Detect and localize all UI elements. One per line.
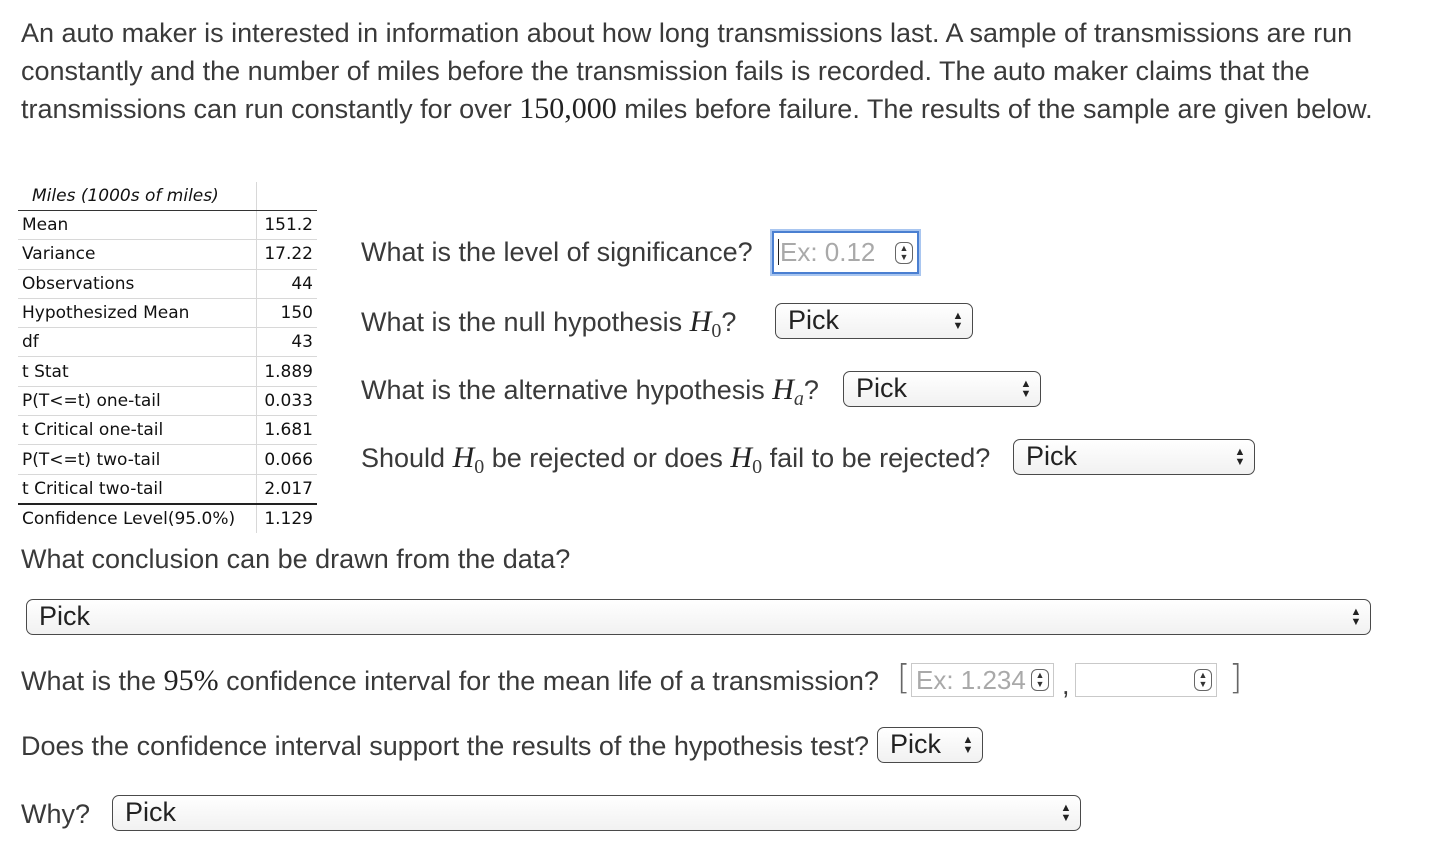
row-label: P(T<=t) one-tail	[18, 386, 257, 415]
table-row	[18, 357, 317, 386]
table-row	[18, 269, 317, 298]
support-question: Does the confidence interval support the results of the hypothesis test?	[21, 731, 869, 761]
table-row	[18, 416, 317, 445]
ci-question	[21, 664, 879, 698]
ci-lower-input[interactable]	[911, 663, 1054, 697]
q-text: ?	[803, 375, 819, 405]
ci-upper-input[interactable]	[1075, 663, 1217, 697]
conclusion-select[interactable]	[26, 599, 1371, 635]
table-row	[18, 211, 317, 240]
intro-text-1: An auto maker is interested in information about how long transmissions last. A sample of transmissions are run constantly and the number of miles before the transmission fails is recorded. The auto maker claims that the transmissions can run constantly for over	[21, 18, 1353, 124]
table-row	[18, 504, 317, 533]
row-value: 43	[257, 328, 318, 357]
open-bracket: [	[897, 658, 911, 698]
row-value: 2.017	[257, 474, 318, 504]
q-text: ?	[721, 307, 737, 337]
row-value: 1.129	[257, 504, 318, 533]
h-symbol: H	[772, 373, 794, 406]
null-hypothesis-select[interactable]	[775, 303, 973, 339]
row-label: Variance	[18, 240, 257, 269]
table-row	[18, 474, 317, 504]
row-value: 1.681	[257, 416, 318, 445]
q-text: What is the null hypothesis	[361, 307, 690, 337]
q-text: confidence interval for the mean life of a transmission?	[218, 666, 879, 696]
row-label: t Critical one-tail	[18, 416, 257, 445]
row-label: Observations	[18, 269, 257, 298]
statistics-table	[18, 182, 317, 533]
spinner-icon[interactable]: ▲ ▼	[895, 242, 913, 264]
h-subscript: 0	[711, 320, 722, 342]
row-value: 17.22	[257, 240, 318, 269]
row-label: Mean	[18, 211, 257, 240]
reject-select[interactable]	[1013, 439, 1255, 475]
select-value: Pick	[125, 797, 177, 827]
conclusion-question: What conclusion can be drawn from the data?	[21, 544, 571, 574]
select-arrows-icon: ▲ ▼	[952, 310, 964, 332]
text-caret	[778, 239, 779, 265]
reject-question	[361, 441, 991, 478]
h-subscript: 0	[474, 456, 485, 478]
table-row	[18, 445, 317, 474]
row-value: 1.889	[257, 357, 318, 386]
miles-value: 150,000	[519, 92, 617, 125]
row-value: 0.033	[257, 386, 318, 415]
select-arrows-icon: ▲ ▼	[962, 734, 974, 756]
ci-lower-placeholder: Ex: 1.234	[916, 665, 1026, 695]
h-symbol: H	[730, 441, 753, 474]
intro-text-2: miles before failure. The results of the sample are given below.	[616, 94, 1373, 124]
problem-statement	[21, 14, 1421, 128]
q-text: fail to be rejected?	[762, 443, 991, 473]
ci-separator: ,	[1062, 670, 1070, 700]
table-header-row	[18, 182, 317, 211]
significance-input[interactable]	[772, 231, 919, 274]
significance-question: What is the level of significance?	[361, 237, 753, 267]
h-symbol: H	[689, 305, 712, 338]
select-arrows-icon: ▲ ▼	[1020, 378, 1032, 400]
select-arrows-icon: ▲ ▼	[1234, 446, 1246, 468]
row-value: 150	[257, 298, 318, 327]
h-subscript: a	[793, 388, 804, 410]
null-hypothesis-question	[361, 305, 737, 342]
spinner-icon[interactable]: ▲ ▼	[1194, 669, 1212, 691]
select-value: Pick	[1026, 441, 1078, 471]
table-header: Miles (1000s of miles)	[18, 182, 257, 211]
spinner-icon[interactable]: ▲ ▼	[1031, 669, 1049, 691]
select-value: Pick	[788, 305, 840, 335]
table-row	[18, 386, 317, 415]
ci-percent: 95%	[163, 664, 219, 697]
q-text: be rejected or does	[484, 443, 731, 473]
select-arrows-icon: ▲ ▼	[1060, 802, 1072, 824]
select-value: Pick	[39, 601, 91, 631]
table-row	[18, 328, 317, 357]
select-value: Pick	[890, 729, 942, 759]
alt-hypothesis-question	[361, 373, 819, 410]
h-symbol: H	[452, 441, 475, 474]
h-subscript: 0	[752, 456, 763, 478]
q-text: What is the	[21, 666, 164, 696]
table-row	[18, 240, 317, 269]
q-text: What is the alternative hypothesis	[361, 375, 773, 405]
alt-hypothesis-select[interactable]	[843, 371, 1041, 407]
row-label: t Critical two-tail	[18, 474, 257, 504]
row-label: Hypothesized Mean	[18, 298, 257, 327]
q-text: Should	[361, 443, 453, 473]
row-value: 44	[257, 269, 318, 298]
row-label: P(T<=t) two-tail	[18, 445, 257, 474]
row-value: 0.066	[257, 445, 318, 474]
row-value: 151.2	[257, 211, 318, 240]
table-row	[18, 298, 317, 327]
row-label: t Stat	[18, 357, 257, 386]
close-bracket: ]	[1229, 658, 1243, 698]
support-select[interactable]	[877, 727, 983, 763]
significance-placeholder: Ex: 0.12	[780, 237, 876, 267]
why-question: Why?	[21, 799, 91, 829]
row-label: Confidence Level(95.0%)	[22, 509, 236, 530]
row-label: df	[18, 328, 257, 357]
select-arrows-icon: ▲ ▼	[1350, 606, 1362, 628]
why-select[interactable]	[112, 795, 1081, 831]
select-value: Pick	[856, 373, 908, 403]
